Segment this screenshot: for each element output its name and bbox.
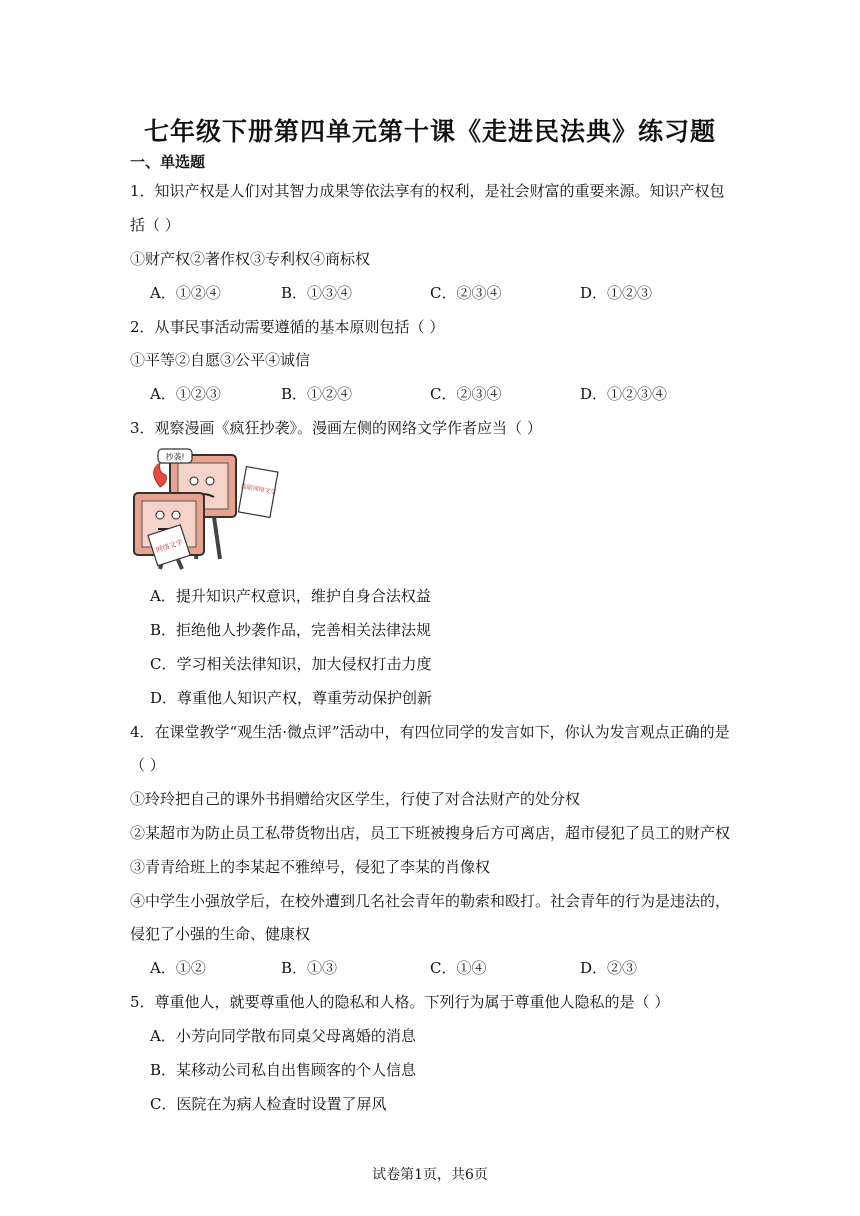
q4-option-a[interactable]: A．①② [150, 959, 206, 977]
q4-option-b[interactable]: B．①③ [281, 959, 338, 977]
q2-stem: 2．从事民事活动需要遵循的基本原则包括（ ） [130, 318, 445, 336]
speech-bubble-text: 抄袭! [165, 452, 185, 462]
q4-option-c[interactable]: C．①④ [430, 959, 487, 977]
right-paper-text: 盗版网络文学 [240, 482, 277, 497]
q4-item-3: ③青青给班上的李某起不雅绰号，侵犯了李某的肖像权 [130, 858, 491, 876]
q3-option-d[interactable]: D．尊重他人知识产权，尊重劳动保护创新 [150, 689, 433, 707]
q4-item-4-line1: ④中学生小强放学后，在校外遭到几名社会青年的勒索和殴打。社会青年的行为是违法的， [130, 892, 731, 910]
q3-stem: 3．观察漫画《疯狂抄袭》。漫画左侧的网络文学作者应当（ ） [130, 419, 542, 437]
q1-option-a[interactable]: A．①②④ [150, 284, 221, 302]
q3-option-b[interactable]: B．拒绝他人抄袭作品，完善相关法律法规 [150, 621, 432, 639]
page-title: 七年级下册第四单元第十课《走进民法典》练习题 [143, 117, 716, 146]
q5-stem: 5．尊重他人，就要尊重他人的隐私和人格。下列行为属于尊重他人隐私的是（ ） [130, 993, 670, 1011]
q4-item-4-line2: 侵犯了小强的生命、健康权 [130, 925, 311, 943]
q4-stem-line1: 4．在课堂教学“观生活·微点评”活动中，有四位同学的发言如下，你认为发言观点正确的是 [130, 723, 730, 741]
q1-stem-line1: 1．知识产权是人们对其智力成果等依法享有的权利，是社会财富的重要来源。知识产权包 [130, 182, 725, 200]
q4-stem-line2: （ ） [130, 756, 165, 774]
q4-item-2: ②某超市为防止员工私带货物出店，员工下班被搜身后方可离店，超市侵犯了员工的财产权 [130, 824, 731, 842]
q1-option-b[interactable]: B．①③④ [281, 284, 353, 302]
q1-stem-line2: 括（ ） [130, 216, 180, 234]
front-face-eye [172, 511, 180, 519]
front-face-eye [156, 511, 164, 519]
left-paper-text: 网络文学 [154, 538, 184, 555]
q3-option-a[interactable]: A．提升知识产权意识，维护自身合法权益 [150, 587, 431, 605]
back-face-eye [190, 477, 198, 485]
q2-option-a[interactable]: A．①②③ [150, 385, 221, 403]
q3-option-c[interactable]: C．学习相关法律知识，加大侵权打击力度 [150, 655, 432, 673]
q5-option-c[interactable]: C．医院在为病人检查时设置了屏风 [150, 1095, 387, 1113]
q2-items: ①平等②自愿③公平④诚信 [130, 351, 311, 369]
right-paper [236, 466, 279, 518]
q1-option-d[interactable]: D．①②③ [580, 284, 653, 302]
q5-option-b[interactable]: B．某移动公司私自出售顾客的个人信息 [150, 1061, 417, 1079]
q2-option-b[interactable]: B．①②④ [281, 385, 353, 403]
q5-option-a[interactable]: A．小芳向同学散布同桌父母离婚的消息 [150, 1027, 416, 1045]
back-face-eye [206, 477, 214, 485]
q4-item-1: ①玲玲把自己的课外书捐赠给灾区学生，行使了对合法财产的处分权 [130, 790, 581, 808]
q2-option-d[interactable]: D．①②③④ [580, 385, 668, 403]
anger-flame [154, 463, 167, 487]
q1-option-c[interactable]: C．②③④ [430, 284, 502, 302]
section-heading: 一、单选题 [130, 153, 206, 171]
page-footer: 试卷第1页，共6页 [372, 1167, 488, 1183]
q1-items: ①财产权②著作权③专利权④商标权 [130, 250, 371, 268]
q2-option-c[interactable]: C．②③④ [430, 385, 502, 403]
plagiarism-cartoon [130, 447, 280, 573]
q4-option-d[interactable]: D．②③ [580, 959, 638, 977]
